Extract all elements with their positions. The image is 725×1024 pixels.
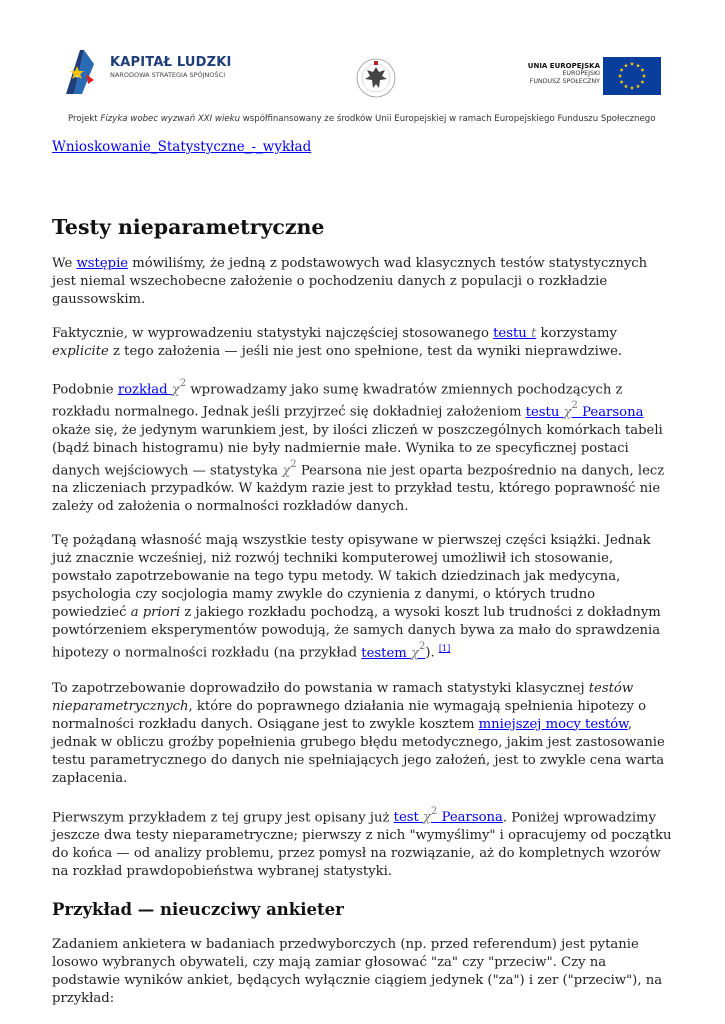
project-prefix: Projekt [68,114,101,124]
breadcrumb [52,138,672,156]
project-title: Fizyka wobec wyzwań XXI wieku [100,114,241,124]
link-text: testem [361,645,411,661]
kapital-ludzki-logo [64,50,239,94]
ue-line3: FUNDUSZ SPOŁECZNY [529,78,600,85]
header-banner [0,0,725,135]
kapital-ludzki-text [110,55,232,79]
text: , jednak w obliczu groźby popełnienia grubego błędu metodycznego, jakim jest zastosowanie testu parametrycznego do danych nie spełniających jego założeń, jest to zwykle cena warta zapłacenia. [52,716,665,786]
project-suffix: współfinansowany ze środków Unii Europejskiej w ramach Europejskiego Funduszu Społecznego [240,114,656,124]
breadcrumb-link[interactable]: Wnioskowanie_Statystyczne_-_wykład [52,139,312,155]
math-chi: χ [563,404,572,420]
math-chi: χ [171,382,180,398]
paragraph-t-test [52,325,672,361]
link-text: Pearsona [577,404,644,420]
article-content [52,138,672,1008]
link-test-t[interactable] [493,326,536,341]
ue-title: UNIA EUROPEJSKA [527,62,600,70]
math-sq: 2 [290,458,297,470]
paragraph-ankieter [52,936,672,1008]
link-text: testu [493,326,531,341]
text: Podobnie [52,382,118,398]
link-text: test [393,809,424,825]
project-line [68,114,655,124]
kapital-ludzki-emblem-icon [64,50,108,94]
link-test-chi2-pearson[interactable] [525,400,644,420]
paragraph-nonparametric [52,680,672,788]
university-emblem [354,54,398,102]
section-heading: Przykład — nieuczciwy ankieter [52,899,344,919]
text: z tego założenia — jeśli nie jest ono spełnione, test da wyniki nieprawdziwe. [108,344,623,359]
paragraph-intro [52,255,672,309]
text: z jakiego rozkładu pochodzą, a wysoki koszt lub trudności z dokładnym powtórzeniem eksperymentów powodują, że samych danych bywa za mało do sprawdzenia hipotezy o normalności rozkładu (na przykład [52,605,661,661]
link-moc-testow[interactable]: mniejszej mocy testów [478,716,628,732]
ue-line2: EUROPEJSKI [562,70,600,77]
math-t: t [530,326,537,341]
text: wprowadzamy jako sumę kwadratów zmiennych pochodzących z rozkładu normalnego. Jednak jeśli przyjrzeć się dokładniej założeniom [52,382,623,420]
text: korzystamy [536,326,617,341]
link-text: Pearsona [437,809,503,825]
text: , które do poprawnego działania nie wymagają spełnienia hipotezy o normalności rozkładu danych. Osiągane jest to zwykle kosztem [52,698,647,732]
paragraph-history [52,532,672,662]
emphasis: explicite [52,344,109,359]
emphasis: testów nieparametrycznych [52,680,634,714]
eu-text-block [505,62,600,86]
link-testem-chi2[interactable] [361,641,426,661]
text: We [52,256,77,271]
math-sq: 2 [179,378,187,389]
math-sq: 2 [571,400,578,412]
link-wstep[interactable]: wstępie [76,256,129,271]
math-sq: 2 [418,641,426,653]
page-title: Testy nieparametryczne [52,215,325,239]
emphasis: a priori [130,605,181,621]
university-eagle-icon [354,54,398,102]
paragraph-first-example [52,805,672,881]
text: okaże się, że jedynym warunkiem jest, by ilości zliczeń w poszczególnych komórkach tabeli (bądź binach histogramu) nie były nadmiernie małe. Wynika to ze specyficznej postaci danych wejściowych — statystyka [52,422,663,479]
text: mówiliśmy, że jedną z podstawowych wad klasycznych testów statystycznych jest niemal wszechobecne założenie o pochodzeniu danych z populacji o rozkładzie gaussowskim. [52,256,648,307]
text: Tę pożądaną własność mają wszystkie testy opisywane w pierwszej części książki. Jednak już znacznie wcześniej, niż rozwój techniki komputerowej umożliwił ich stosowanie, powstało zapotrzebowanie na tego typu metody. W takich dziedzinach jak medycyna, psychologia czy socjologia mamy zwykle do czynienia z danymi, o których trudno powiedzieć [52,533,651,621]
kl-title: KAPITAŁ LUDZKI [110,55,232,70]
link-text: rozkład [117,382,172,398]
text: Faktycznie, w wyprowadzeniu statystyki najczęściej stosowanego [52,326,494,341]
link-test-chi2-pearson-2[interactable] [393,805,503,825]
text: ). [425,645,439,661]
math-chi: χ [423,809,432,825]
math-chi: χ [410,645,419,661]
paragraph-chi-square [52,377,672,516]
footnote-ref[interactable]: [1] [438,644,451,654]
text: Pearsona nie jest oparta bezpośrednio na danych, lecz na zliczeniach przypadków. W każdym razie jest to przykład testu, którego poprawność nie zależy od założenia o normalności rozkładów danych. [52,463,665,515]
text: . Poniżej wprowadzimy jeszcze dwa testy nieparametryczne; pierwszy z nich "wymyślimy" i opracujemy od początku do końca — od analizy problemu, przez pomysł na rozwiązanie, aż do kompletnych wzorów na rozkład prawdopobieństwa wybranej statystyki. [52,809,672,879]
math-sq: 2 [431,805,438,817]
text: Zadaniem ankietera w badaniach przedwyborczych (np. przed referendum) jest pytanie losowo wybranych obywateli, czy mają zamiar głosować "za" czy "przeciw". Czy na podstawie wyników ankiet, będących wyłącznie ciągiem jedynek ("za") i zer ("przeciw"), na przykład: [52,936,663,1006]
text: Pierwszym przykładem z tej grupy jest opisany już [52,809,394,825]
link-rozklad-chi2[interactable] [118,382,172,397]
text: To zapotrzebowanie doprowadziło do powstania w ramach statystyki klasycznej [52,680,589,696]
math-chi: χ [282,463,291,479]
link-text: testu [525,404,564,420]
kl-subtitle: NARODOWA STRATEGIA SPÓJNOŚCI [110,71,226,79]
eu-flag-icon [603,57,661,95]
